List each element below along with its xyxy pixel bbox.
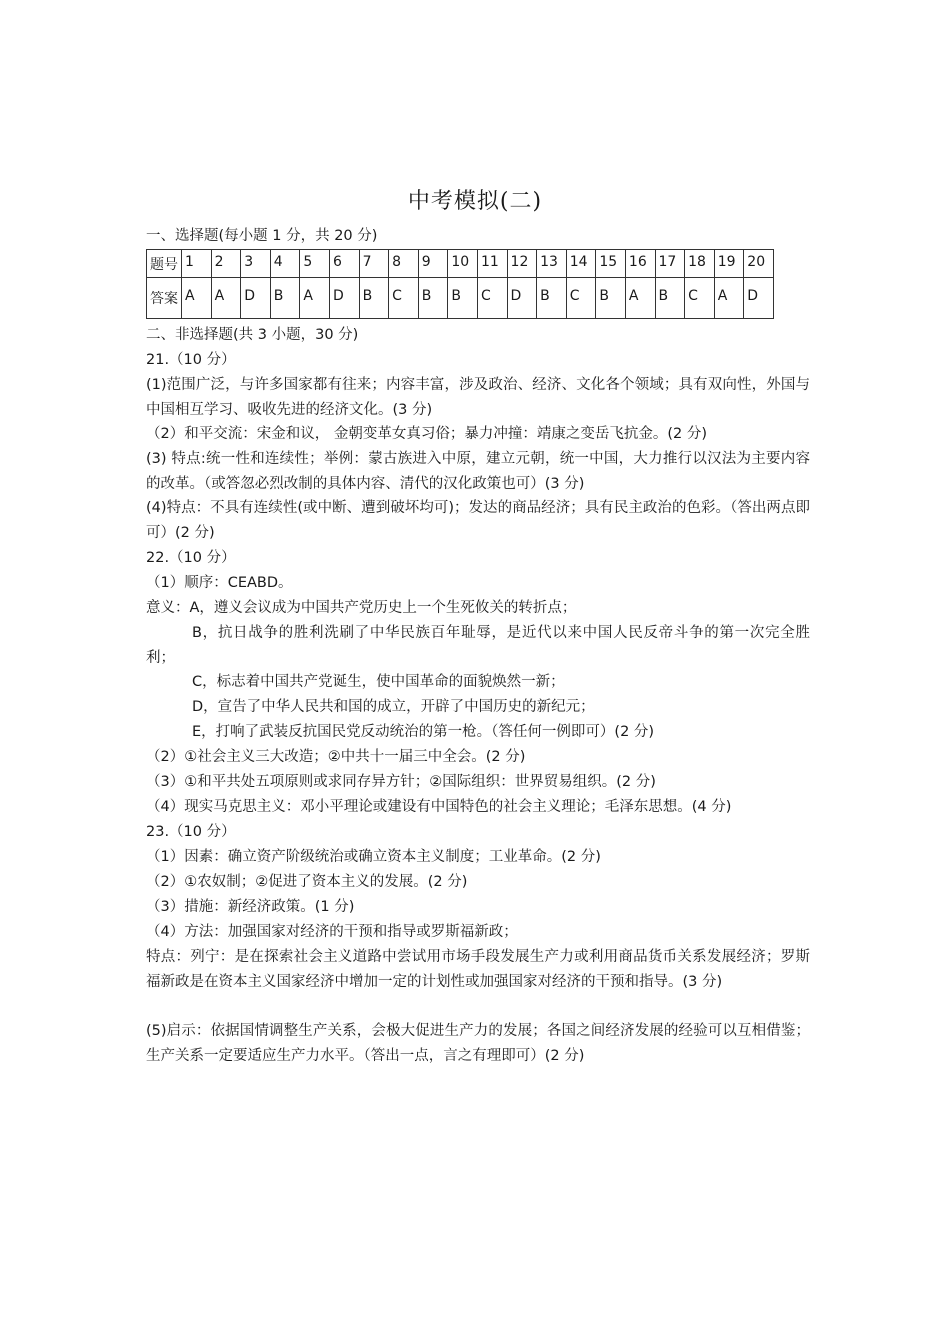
page-title: 中考模拟(二)	[407, 189, 543, 214]
table-cell: C	[477, 278, 507, 319]
q22-part-2: （2）①社会主义三大改造；②中共十一届三中全会。(2 分)	[146, 749, 526, 765]
q22-meaning-c: C，标志着中国共产党诞生，使中国革命的面貌焕然一新；	[192, 674, 565, 690]
table-cell: 12	[507, 250, 537, 278]
q21-part-3: (3) 特点:统一性和连续性；举例：蒙古族进入中原，建立元朝，统一中国，大力推行以汉法为主要内容的改革。（或答忽必烈改制的具体内容、清代的汉化政策也可）(3 分)	[146, 451, 810, 492]
row-label-number: 题号	[147, 250, 182, 278]
table-cell: 13	[537, 250, 567, 278]
table-cell: 19	[714, 250, 744, 278]
section-1-heading: 一、选择题(每小题 1 分，共 20 分)	[146, 228, 378, 244]
table-cell: B	[596, 278, 626, 319]
answer-table	[146, 249, 774, 319]
q22-meaning-e: E，打响了武装反抗国民党反动统治的第一枪。（答任何一例即可）(2 分)	[192, 724, 655, 740]
table-cell: C	[566, 278, 596, 319]
table-cell: D	[241, 278, 271, 319]
section-2-heading: 二、非选择题(共 3 小题，30 分)	[146, 327, 359, 343]
table-cell: 17	[655, 250, 685, 278]
q21-part-2: （2）和平交流：宋金和议， 金朝变革女真习俗；暴力冲撞：靖康之变岳飞抗金。(2 分)	[146, 426, 707, 442]
table-cell: 20	[744, 250, 774, 278]
q23-part-2: （2）①农奴制；②促进了资本主义的发展。(2 分)	[146, 874, 468, 890]
table-cell: 14	[566, 250, 596, 278]
table-cell: 18	[685, 250, 715, 278]
table-cell: A	[714, 278, 744, 319]
table-row-answers	[147, 278, 774, 319]
table-cell: B	[418, 278, 448, 319]
q23-part-3: （3）措施：新经济政策。(1 分)	[146, 899, 355, 915]
table-cell: 15	[596, 250, 626, 278]
table-cell: C	[685, 278, 715, 319]
table-cell: 9	[418, 250, 448, 278]
table-cell: 11	[477, 250, 507, 278]
table-cell: A	[625, 278, 655, 319]
q23-features: 特点：列宁：是在探索社会主义道路中尝试用市场手段发展生产力或利用商品货币关系发展经济；罗斯福新政是在资本主义国家经济中增加一定的计划性或加强国家对经济的干预和指导。(3 分)	[146, 949, 810, 990]
table-cell: 2	[211, 250, 241, 278]
row-label-answer: 答案	[147, 278, 182, 319]
q22-part-3: （3）①和平共处五项原则或求同存异方针；②国际组织：世界贸易组织。(2 分)	[146, 774, 656, 790]
q21-part-4: (4)特点：不具有连续性(或中断、遭到破坏均可)；发达的商品经济；具有民主政治的色彩。（答出两点即可）(2 分)	[146, 500, 810, 541]
table-cell: D	[507, 278, 537, 319]
table-cell: 5	[300, 250, 330, 278]
table-cell: 7	[359, 250, 389, 278]
table-cell: 10	[448, 250, 478, 278]
q22-part-1: （1）顺序：CEABD。	[146, 575, 293, 591]
table-cell: B	[655, 278, 685, 319]
table-cell: A	[211, 278, 241, 319]
q21-part-1: (1)范围广泛，与许多国家都有往来；内容丰富，涉及政治、经济、文化各个领域；具有双向性，外国与中国相互学习、吸收先进的经济文化。(3 分)	[146, 377, 810, 418]
table-cell: A	[182, 278, 212, 319]
q23-part-1: （1）因素：确立资产阶级统治或确立资本主义制度；工业革命。(2 分)	[146, 849, 601, 865]
table-cell: 16	[625, 250, 655, 278]
q22-part-4: （4）现实马克思主义：邓小平理论或建设有中国特色的社会主义理论；毛泽东思想。(4 分)	[146, 799, 732, 815]
table-cell: B	[270, 278, 300, 319]
table-cell: C	[389, 278, 419, 319]
table-row-numbers	[147, 250, 774, 278]
table-cell: D	[744, 278, 774, 319]
q23-part-5: (5)启示：依据国情调整生产关系，会极大促进生产力的发展；各国之间经济发展的经验可以互相借鉴；生产关系一定要适应生产力水平。（答出一点，言之有理即可）(2 分)	[146, 1023, 810, 1064]
table-cell: 3	[241, 250, 271, 278]
table-cell: D	[329, 278, 359, 319]
q21-heading: 21.（10 分）	[146, 352, 236, 368]
table-cell: 8	[389, 250, 419, 278]
table-cell: B	[537, 278, 567, 319]
table-cell: 1	[182, 250, 212, 278]
q22-meaning-d: D，宣告了中华人民共和国的成立，开辟了中国历史的新纪元；	[192, 699, 595, 715]
table-cell: A	[300, 278, 330, 319]
q22-meaning-a: 意义：A，遵义会议成为中国共产党历史上一个生死攸关的转折点；	[146, 600, 577, 616]
q22-meaning-b: B，抗日战争的胜利洗刷了中华民族百年耻辱，是近代以来中国人民反帝斗争的第一次完全胜利；	[146, 625, 810, 666]
q22-heading: 22.（10 分）	[146, 550, 236, 566]
table-cell: B	[359, 278, 389, 319]
q23-part-4: （4）方法：加强国家对经济的干预和指导或罗斯福新政；	[146, 924, 518, 940]
q23-heading: 23.（10 分）	[146, 824, 236, 840]
table-cell: 6	[329, 250, 359, 278]
table-cell: 4	[270, 250, 300, 278]
table-cell: B	[448, 278, 478, 319]
